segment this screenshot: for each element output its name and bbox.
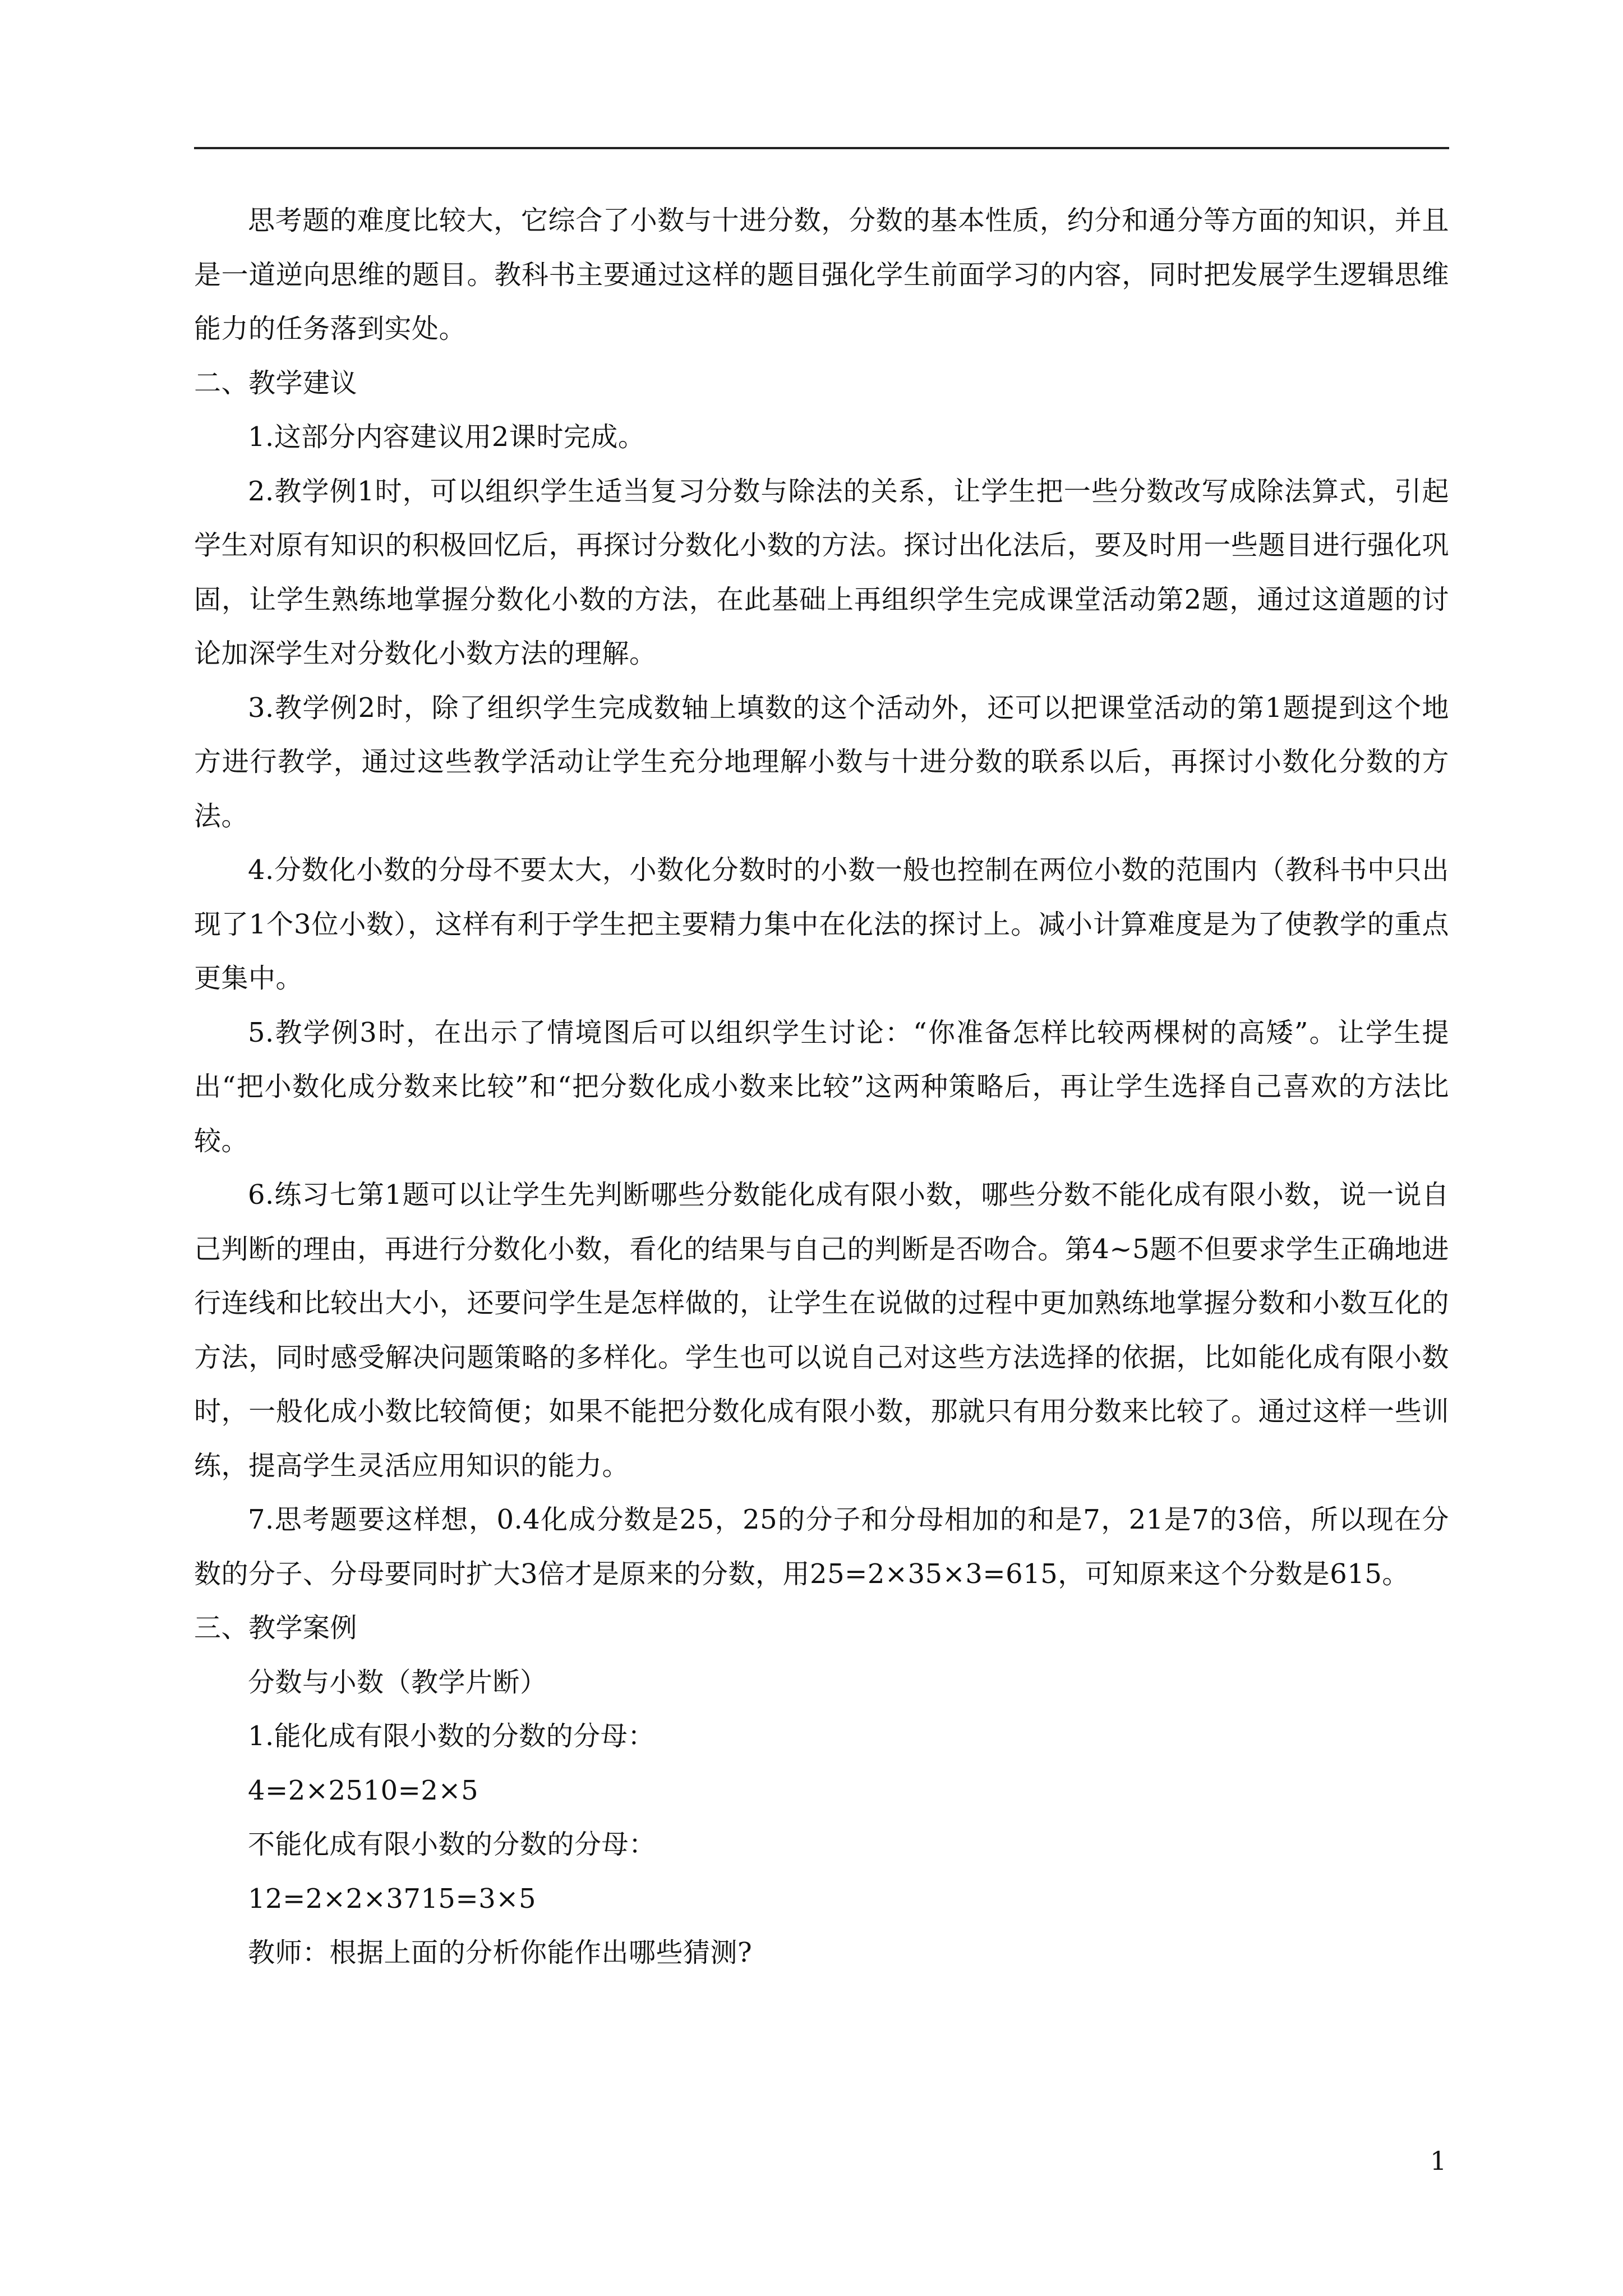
section-heading-teaching-suggestions: 二、教学建议 [194,367,358,399]
section-heading-teaching-case: 三、教学案例 [194,1612,358,1644]
paragraph-thinking-question: 思考题的难度比较大，它综合了小数与十进分数，分数的基本性质，约分和通分等方面的知识，并且是一道逆向思维的题目。教科书主要通过这样的题目强化学生前面学习的内容，同时把发展学生逻辑思维能力的任务落到实处。 [194,205,1449,344]
case-teacher-question: 教师：根据上面的分析你能作出哪些猜测? [248,1937,753,1968]
page-number: 1 [1430,2146,1447,2176]
case-equation-finite: 4=2×2510=2×5 [248,1774,479,1806]
header-rule [194,147,1449,149]
suggestion-item-5: 5.教学例3时，在出示了情境图后可以组织学生讨论：“你准备怎样比较两棵树的高矮”。让学生提出“把小数化成分数来比较”和“把分数化成小数来比较”这两种策略后，再让学生选择自己喜欢的方法比较。 [194,1016,1449,1157]
suggestion-item-2: 2.教学例1时，可以组织学生适当复习分数与除法的关系，让学生把一些分数改写成除法算式，引起学生对原有知识的积极回忆后，再探讨分数化小数的方法。探讨出化法后，要及时用一些题目进行强化巩固，让学生熟练地掌握分数化小数的方法，在此基础上再组织学生完成课堂活动第2题，通过这道题的讨论加深学生对分数化小数方法的理解。 [194,475,1449,669]
suggestion-item-6: 6.练习七第1题可以让学生先判断哪些分数能化成有限小数，哪些分数不能化成有限小数，说一说自己判断的理由，再进行分数化小数，看化的结果与自己的判断是否吻合。第4~5题不但要求学生正确地进行连线和比较出大小，还要问学生是怎样做的，让学生在说做的过程中更加熟练地掌握分数和小数互化的方法，同时感受解决问题策略的多样化。学生也可以说自己对这些方法选择的依据，比如能化成有限小数时，一般化成小数比较简便；如果不能把分数化成有限小数，那就只有用分数来比较了。通过这样一些训练，提高学生灵活应用知识的能力。 [194,1179,1449,1481]
suggestion-item-1: 1.这部分内容建议用2课时完成。 [248,421,645,453]
case-item-nonfinite: 不能化成有限小数的分数的分母： [248,1829,656,1860]
case-title: 分数与小数（教学片断） [248,1666,547,1698]
document-body [194,194,1449,1980]
suggestion-item-4: 4.分数化小数的分母不要太大，小数化分数时的小数一般也控制在两位小数的范围内（教科书中只出现了1个3位小数），这样有利于学生把主要精力集中在化法的探讨上。减小计算难度是为了使教学的重点更集中。 [194,854,1449,994]
case-equation-nonfinite: 12=2×2×3715=3×5 [248,1883,536,1915]
suggestion-item-3: 3.教学例2时，除了组织学生完成数轴上填数的这个活动外，还可以把课堂活动的第1题提到这个地方进行教学，通过这些教学活动让学生充分地理解小数与十进分数的联系以后，再探讨小数化分数的方法。 [194,692,1449,832]
case-item-1: 1.能化成有限小数的分数的分母： [248,1720,655,1752]
suggestion-item-7: 7.思考题要这样想，0.4化成分数是25，25的分子和分母相加的和是7，21是7的3倍，所以现在分数的分子、分母要同时扩大3倍才是原来的分数，用25=2×35×3=615，可知原来这个分数是615。 [194,1504,1449,1590]
